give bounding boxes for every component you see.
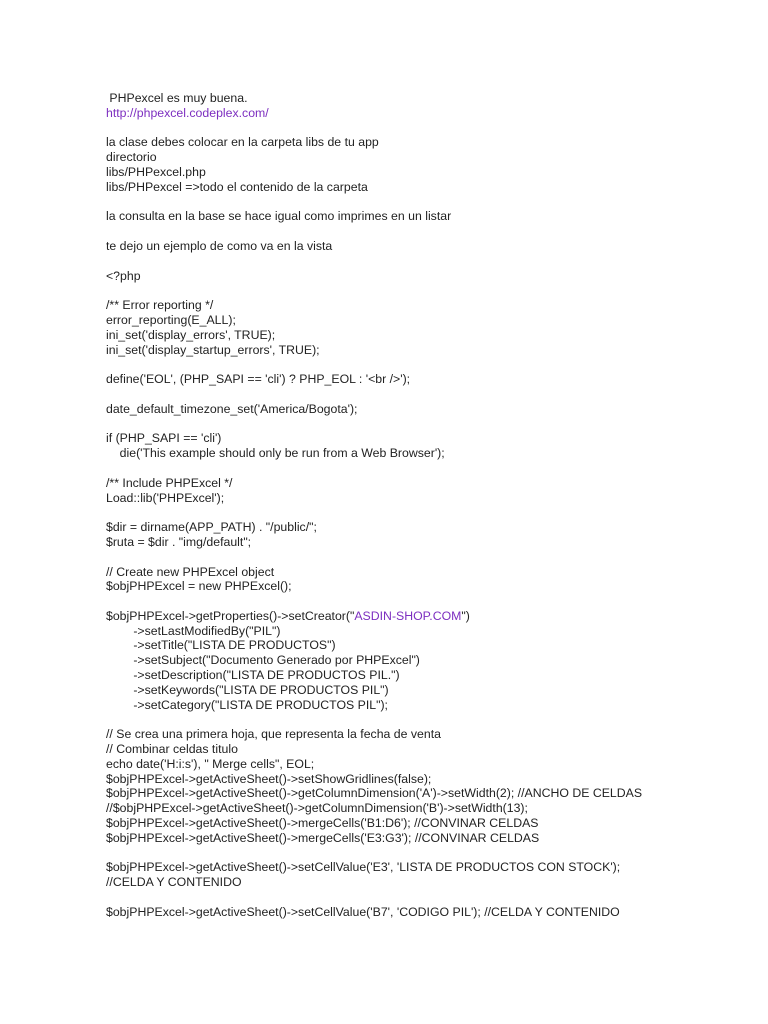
code-line: error_reporting(E_ALL); <box>106 312 236 327</box>
code-line: die('This example should only be run from a Web Browser'); <box>106 446 445 461</box>
code-line-set-creator <box>106 609 746 624</box>
code-line: /** Include PHPExcel */ <box>106 475 233 490</box>
code-line: $objPHPExcel->getActiveSheet()->getColumnDimension('A')->setWidth(2); //ANCHO DE CELDAS <box>106 786 643 801</box>
spacer <box>106 283 746 298</box>
instruction-line: libs/PHPexcel.php <box>106 164 206 179</box>
code-line: ->setDescription("LISTA DE PRODUCTOS PIL.") <box>106 668 400 683</box>
code-line: ->setLastModifiedBy("PIL") <box>106 623 281 638</box>
code-line: echo date('H:i:s'), " Merge cells", EOL; <box>106 756 315 771</box>
intro-text: PHPexcel es muy buena. <box>106 91 248 105</box>
code-line: ini_set('display_errors', TRUE); <box>106 327 276 342</box>
code-line: //$objPHPExcel->getActiveSheet()->getColumnDimension('B')->setWidth(13); <box>106 801 528 816</box>
spacer <box>106 121 746 136</box>
spacer <box>106 594 746 609</box>
code-line: // Combinar celdas titulo <box>106 742 238 757</box>
spacer <box>106 550 746 565</box>
code-fragment: ") <box>461 608 470 623</box>
instruction-line: directorio <box>106 150 157 165</box>
code-line: ->setKeywords("LISTA DE PRODUCTOS PIL") <box>106 682 389 697</box>
instruction-line: la consulta en la base se hace igual como imprimes en un listar <box>106 209 452 224</box>
code-line: ->setSubject("Documento Generado por PHPExcel") <box>106 653 420 668</box>
spacer <box>106 254 746 269</box>
spacer <box>106 890 746 905</box>
code-line: if (PHP_SAPI == 'cli') <box>106 431 222 446</box>
code-line: ->setTitle("LISTA DE PRODUCTOS") <box>106 638 336 653</box>
code-line: $dir = dirname(APP_PATH) . "/public/"; <box>106 520 317 535</box>
code-line: $objPHPExcel->getActiveSheet()->setCellValue('B7', 'CODIGO PIL'); //CELDA Y CONTENIDO <box>106 904 620 919</box>
spacer <box>106 505 746 520</box>
instruction-line: la clase debes colocar en la carpeta libs de tu app <box>106 135 379 150</box>
spacer <box>106 417 746 432</box>
code-line: // Se crea una primera hoja, que representa la fecha de venta <box>106 727 441 742</box>
code-line: /** Error reporting */ <box>106 298 214 313</box>
spacer <box>106 461 746 476</box>
spacer <box>106 712 746 727</box>
spacer <box>106 357 746 372</box>
spacer <box>106 387 746 402</box>
instruction-line: libs/PHPexcel =>todo el contenido de la carpeta <box>106 179 368 194</box>
code-line: //CELDA Y CONTENIDO <box>106 875 242 890</box>
code-line: $objPHPExcel->getActiveSheet()->setShowGridlines(false); <box>106 771 432 786</box>
code-line: ->setCategory("LISTA DE PRODUCTOS PIL"); <box>106 697 388 712</box>
code-line: <?php <box>106 268 141 283</box>
code-line: $ruta = $dir . "img/default"; <box>106 534 252 549</box>
code-line: $objPHPExcel->getActiveSheet()->mergeCells('E3:G3'); //CONVINAR CELDAS <box>106 830 540 845</box>
code-line: $objPHPExcel->getActiveSheet()->mergeCells('B1:D6'); //CONVINAR CELDAS <box>106 816 539 831</box>
code-fragment: $objPHPExcel->getProperties()->setCreator(" <box>106 608 355 623</box>
code-line: date_default_timezone_set('America/Bogota'); <box>106 401 358 416</box>
code-line: ini_set('display_startup_errors', TRUE); <box>106 342 320 357</box>
code-line: // Create new PHPExcel object <box>106 564 275 579</box>
code-line: $objPHPExcel = new PHPExcel(); <box>106 579 292 594</box>
document-body <box>106 91 746 920</box>
asdin-shop-link[interactable]: ASDIN-SHOP.COM <box>354 608 462 623</box>
code-line: Load::lib('PHPExcel'); <box>106 490 225 505</box>
phpexcel-url-link[interactable]: http://phpexcel.codeplex.com/ <box>106 105 269 120</box>
instruction-line: te dejo un ejemplo de como va en la vista <box>106 238 333 253</box>
spacer <box>106 846 746 861</box>
spacer <box>106 224 746 239</box>
code-line: $objPHPExcel->getActiveSheet()->setCellValue('E3', 'LISTA DE PRODUCTOS CON STOCK'); <box>106 860 621 875</box>
code-line: define('EOL', (PHP_SAPI == 'cli') ? PHP_EOL : '<br />'); <box>106 372 411 387</box>
spacer <box>106 195 746 210</box>
